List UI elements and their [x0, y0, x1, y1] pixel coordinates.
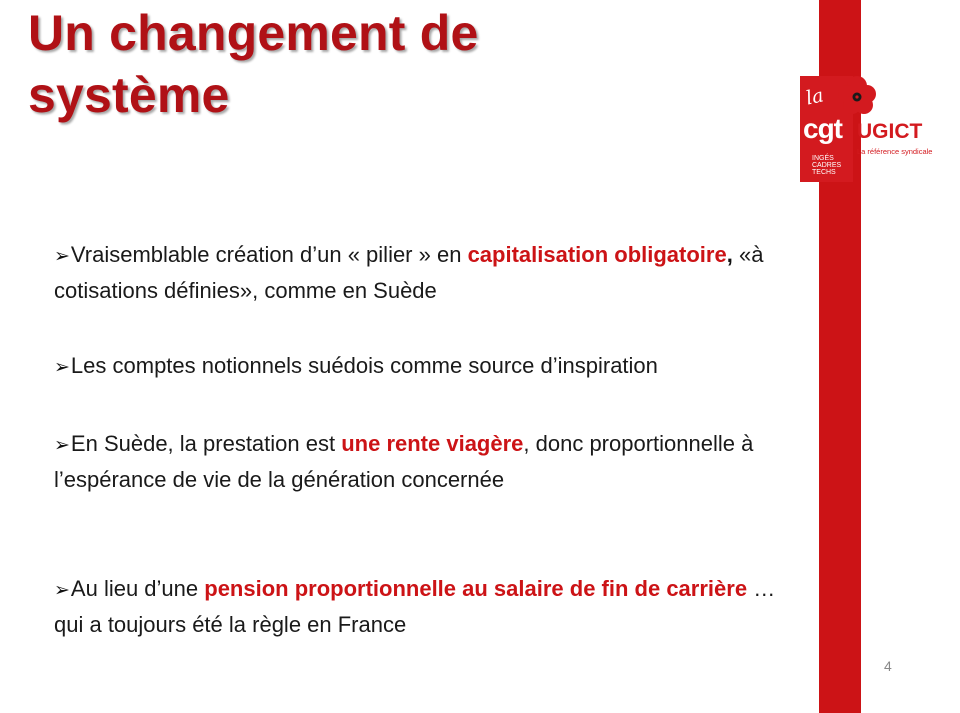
- logo-sub-line-1: INGÉS: [812, 155, 834, 162]
- bullet-text-bold: ,: [726, 242, 733, 267]
- cgt-ugict-logo: [800, 76, 933, 182]
- bullet-highlight: capitalisation obligatoire: [467, 242, 727, 267]
- slide-title-line-1: Un changement de: [28, 5, 479, 61]
- bullet-item: [54, 349, 806, 385]
- logo-sub-line-2: CADRES: [812, 162, 842, 169]
- bullet-text: … qui a toujours été la règle en France: [54, 576, 776, 637]
- bullet-text: Vraisemblable création d’un « pilier » en: [70, 242, 468, 267]
- logo-sub-text: [812, 155, 852, 176]
- bullet-text: «à cotisations définies», comme en Suède: [54, 242, 764, 303]
- slide-title: [28, 2, 788, 126]
- logo-ugict-text: UGICT: [857, 120, 923, 143]
- arrowhead-bullet-icon: ➢: [54, 357, 70, 378]
- bullet-text: , donc proportionnelle à l’espérance de vie de la génération concernée: [54, 431, 754, 492]
- bullet-item: [54, 238, 806, 308]
- bullet-text: Les comptes notionnels suédois comme source d’inspiration: [70, 353, 658, 378]
- bullet-text: En Suède, la prestation est: [70, 431, 342, 456]
- bullet-highlight: une rente viagère: [341, 431, 524, 456]
- logo-la-text: la: [803, 84, 826, 110]
- arrowhead-bullet-icon: ➢: [54, 246, 70, 267]
- bullet-item: [54, 572, 806, 642]
- logo-sub-line-3: TECHS: [812, 169, 836, 176]
- logo-tagline: La référence syndicale: [857, 147, 933, 156]
- page-number: 4: [884, 658, 892, 674]
- slide-title-line-2: système: [28, 67, 230, 123]
- logo-cgt-text: cgt: [803, 113, 842, 144]
- bullet-text: Au lieu d’une: [70, 576, 205, 601]
- poppy-flower-icon: [836, 74, 878, 116]
- arrowhead-bullet-icon: ➢: [54, 580, 70, 601]
- bullet-highlight: pension proportionnelle au salaire de fin de carrière: [204, 576, 748, 601]
- bullet-item: [54, 427, 806, 497]
- arrowhead-bullet-icon: ➢: [54, 435, 70, 456]
